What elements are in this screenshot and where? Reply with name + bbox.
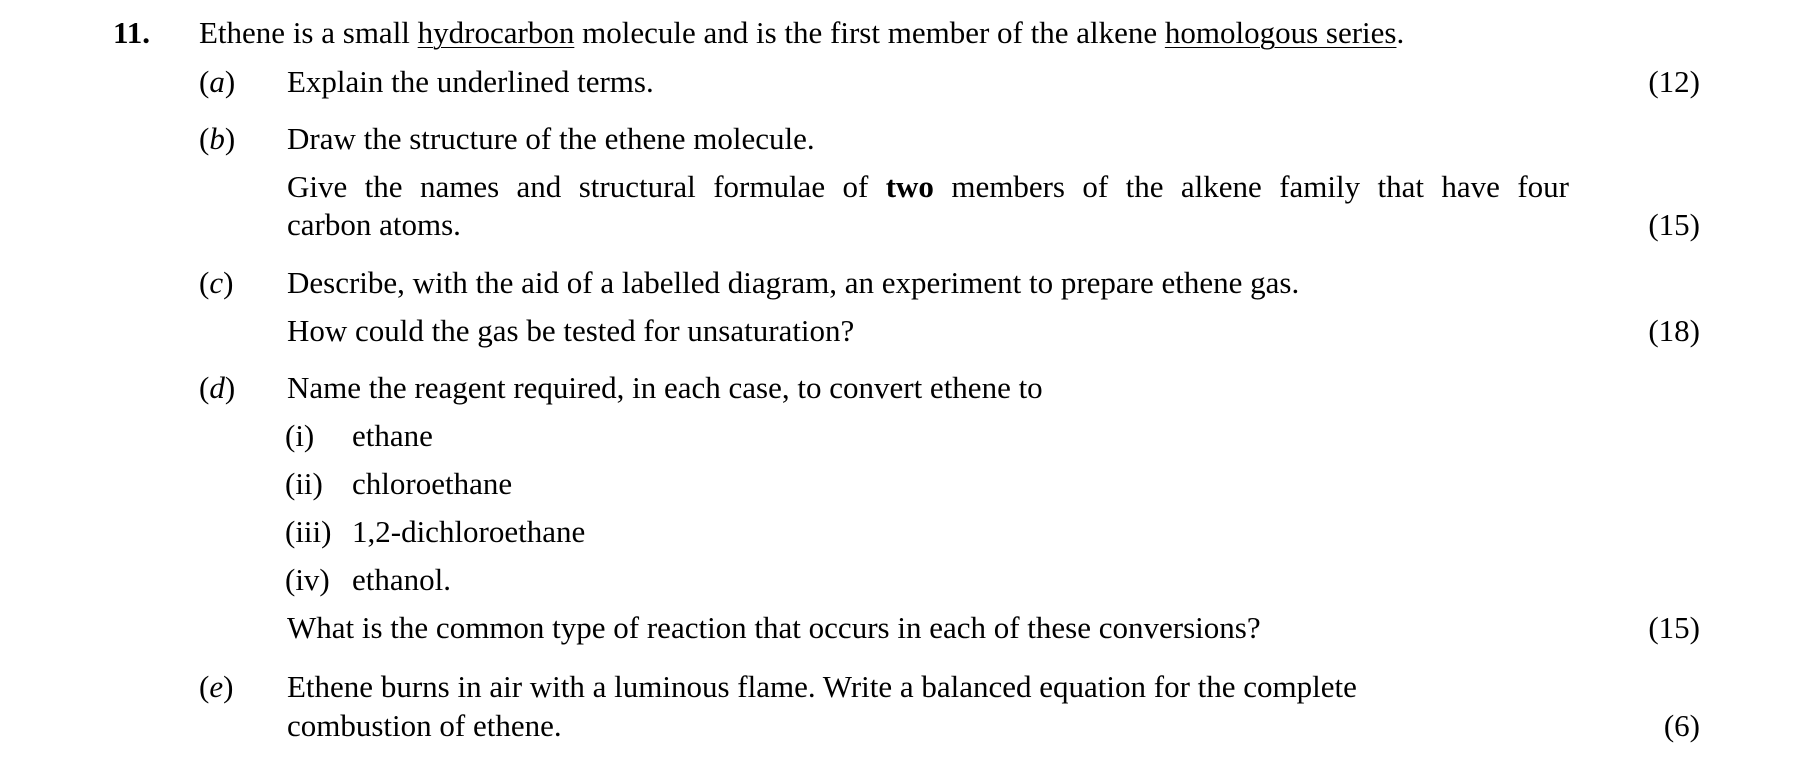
- part-d-item-text: ethane: [352, 418, 433, 453]
- part-c-line-1: Describe, with the aid of a labelled diagram, an experiment to prepare ethene gas.: [287, 265, 1300, 300]
- part-d-line-last: What is the common type of reaction that occurs in each of these conversions?: [287, 610, 1261, 645]
- part-a-marks: (12): [1648, 64, 1700, 99]
- part-b-marks: (15): [1648, 207, 1700, 242]
- question-number: 11.: [113, 15, 151, 50]
- part-a-text: Explain the underlined terms.: [287, 64, 654, 99]
- part-d-item-text: 1,2-dichloroethane: [352, 514, 586, 549]
- part-d-item-label: (iii): [285, 514, 332, 549]
- intro-text-3: .: [1396, 15, 1405, 50]
- part-d-item-text: ethanol.: [352, 562, 451, 597]
- intro-text-1: Ethene is a small: [199, 15, 418, 50]
- part-b-label: (b): [199, 121, 236, 156]
- part-e-label: (e): [199, 669, 234, 704]
- underlined-term-hydrocarbon: hydrocarbon: [417, 15, 575, 50]
- part-d-item-label: (i): [285, 418, 315, 453]
- part-d-marks: (15): [1648, 610, 1700, 645]
- question-intro: [199, 14, 1404, 52]
- part-d-label: (d): [199, 370, 236, 405]
- part-c-marks: (18): [1648, 313, 1700, 348]
- part-d-line-1: Name the reagent required, in each case, to convert ethene to: [287, 370, 1043, 405]
- part-c-label: (c): [199, 265, 234, 300]
- part-e-marks: (6): [1663, 708, 1700, 743]
- part-c-line-2: How could the gas be tested for unsaturation?: [287, 313, 855, 348]
- part-d-item-text: chloroethane: [352, 466, 513, 501]
- underlined-term-homologous-series: homologous series: [1164, 15, 1397, 50]
- emphasis-two: two: [885, 169, 934, 204]
- part-a-label: (a): [199, 64, 236, 99]
- part-b-line-3: carbon atoms.: [287, 207, 461, 242]
- part-e-line-1: Ethene burns in air with a luminous flame. Write a balanced equation for the complete: [287, 669, 1357, 704]
- part-b-line-2: Give the names and structural formulae of two members of the alkene family that have four: [287, 169, 1569, 204]
- part-e-line-2: combustion of ethene.: [287, 708, 562, 743]
- intro-text-2: molecule and is the first member of the alkene: [574, 15, 1165, 50]
- part-b-line-1: Draw the structure of the ethene molecule.: [287, 121, 815, 156]
- part-d-item-label: (iv): [285, 562, 330, 597]
- part-d-item-label: (ii): [285, 466, 323, 501]
